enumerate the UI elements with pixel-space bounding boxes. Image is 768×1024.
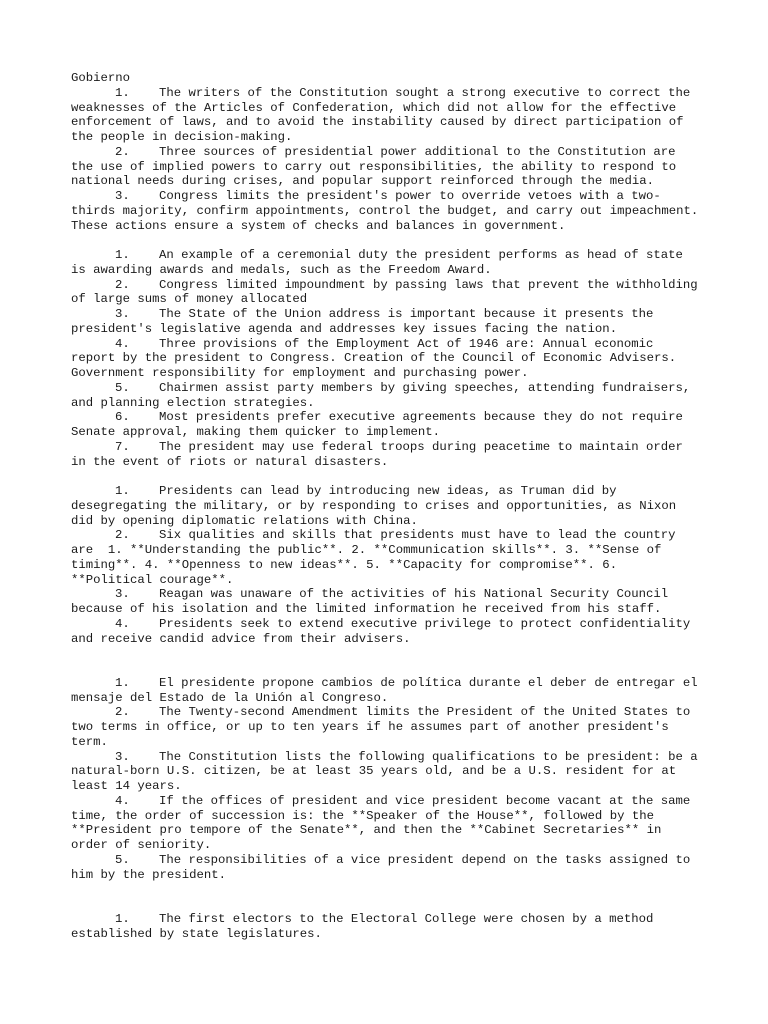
- item-number: 3.: [115, 307, 130, 321]
- section-1: [71, 85, 706, 234]
- item-number: 1.: [115, 484, 130, 498]
- item-number: 7.: [115, 439, 130, 454]
- list-item: [71, 528, 701, 587]
- list-item: [71, 484, 701, 528]
- section-5: [71, 912, 701, 942]
- section-spacer: [71, 646, 701, 676]
- item-text: If the offices of president and vice president become vacant at the same time, the order of succession is: the **Speaker of the House**, followed by the **President pro tempore of the Senate**, and then the **Cabinet Secretaries** in order of seniority.: [71, 793, 698, 852]
- item-text: The Twenty-second Amendment limits the President of the United States to two terms in office, or up to ten years if he assumes part of another president's term.: [71, 705, 698, 749]
- item-text: An example of a ceremonial duty the president performs as head of state is awarding awards and medals, such as the Freedom Award.: [71, 248, 691, 277]
- item-text: Congress limited impoundment by passing laws that prevent the withholding of large sums of money allocated: [71, 277, 706, 307]
- list-item: [71, 912, 701, 942]
- list-item: [71, 381, 701, 411]
- item-text: Three provisions of the Employment Act of 1946 are: Annual economic report by the president to Congress. Creation of the Council of Economic Advisers. Government responsibility for employment and purchasing power.: [71, 336, 684, 380]
- item-number: 2.: [115, 277, 130, 292]
- list-item: [71, 337, 701, 381]
- item-text: Six qualities and skills that presidents must have to lead the country are 1. **Understanding the public**. 2. **Communication skills**. 3. **Sense of timing**. 4. **Openness to new ideas**. 5. **Capacity for compromise**. 6. **Political courage**.: [71, 528, 683, 587]
- item-text: Most presidents prefer executive agreements because they do not require Senate approval, making them quicker to implement.: [71, 410, 691, 439]
- item-number: 1.: [115, 911, 130, 926]
- list-item: [71, 86, 701, 145]
- item-number: 5.: [115, 852, 130, 867]
- section-3: [71, 484, 701, 646]
- list-item: [71, 307, 701, 337]
- item-number: 1.: [115, 248, 130, 262]
- list-item: [71, 410, 701, 440]
- item-number: 2.: [115, 528, 130, 543]
- list-item: [71, 440, 701, 470]
- item-text: The president may use federal troops during peacetime to maintain order in the event of riots or natural disasters.: [71, 439, 691, 469]
- item-text: The Constitution lists the following qualifications to be president: be a natural-born U.S. citizen, be at least 35 years old, and be a U.S. resident for at least 14 years.: [71, 749, 706, 793]
- item-number: 4.: [115, 616, 130, 631]
- section-4: [71, 675, 706, 883]
- item-text: The writers of the Constitution sought a strong executive to correct the weaknesses of the Articles of Confederation, which did not allow for the effective enforcement of laws, and to avoid the instability caused by direct participation of the people in decision-making.: [71, 85, 698, 144]
- document-page: [71, 71, 706, 941]
- item-text: The State of the Union address is important because it presents the president's legislative agenda and addresses key issues facing the nation.: [71, 307, 661, 336]
- item-number: 3.: [115, 749, 130, 764]
- item-text: Presidents can lead by introducing new ideas, as Truman did by desegregating the military, or by responding to crises and opportunities, as Nixon did by opening diplomatic relations with China.: [71, 484, 684, 528]
- item-text: Chairmen assist party members by giving speeches, attending fundraisers, and planning election strategies.: [71, 380, 698, 410]
- list-item: [71, 617, 701, 647]
- section-spacer: [71, 882, 701, 912]
- item-number: 3.: [115, 189, 130, 203]
- item-text: Three sources of presidential power additional to the Constitution are the use of implied powers to carry out responsibilities, the ability to respond to national needs during crises, and popular support reinforced through the media.: [71, 144, 684, 189]
- item-number: 1.: [115, 675, 130, 690]
- item-text: The responsibilities of a vice president depend on the tasks assigned to him by the president.: [71, 852, 698, 882]
- item-text: Congress limits the president's power to override vetoes with a two-thirds majority, confirm appointments, control the budget, and carry out impeachment. These actions ensure a system of checks and balances in government.: [71, 189, 706, 233]
- item-number: 2.: [115, 144, 130, 159]
- list-item: [71, 248, 701, 278]
- section-2: [71, 248, 706, 469]
- list-item: [71, 705, 701, 749]
- list-item: [71, 277, 706, 308]
- item-text: Reagan was unaware of the activities of his National Security Council because of his isolation and the limited information he received from his staff.: [71, 587, 676, 616]
- item-number: 3.: [115, 587, 130, 602]
- item-text: The first electors to the Electoral College were chosen by a method established by state legislatures.: [71, 911, 661, 941]
- item-number: 1.: [115, 85, 130, 100]
- list-item: [71, 587, 701, 617]
- item-number: 6.: [115, 410, 130, 425]
- list-item: [71, 794, 701, 853]
- item-number: 5.: [115, 380, 130, 395]
- item-text: El presidente propone cambios de política durante el deber de entregar el mensaje del Estado de la Unión al Congreso.: [71, 675, 706, 705]
- list-item: [71, 853, 701, 883]
- section-spacer: [71, 233, 701, 248]
- item-text: Presidents seek to extend executive privilege to protect confidentiality and receive candid advice from their advisers.: [71, 616, 698, 646]
- list-item: [71, 189, 706, 233]
- item-number: 4.: [115, 336, 130, 351]
- list-item: [71, 749, 706, 794]
- list-item: [71, 145, 701, 189]
- list-item: [71, 675, 706, 706]
- document-title: Gobierno: [71, 71, 131, 85]
- item-number: 2.: [115, 705, 130, 720]
- section-spacer: [71, 469, 701, 484]
- item-number: 4.: [115, 793, 130, 808]
